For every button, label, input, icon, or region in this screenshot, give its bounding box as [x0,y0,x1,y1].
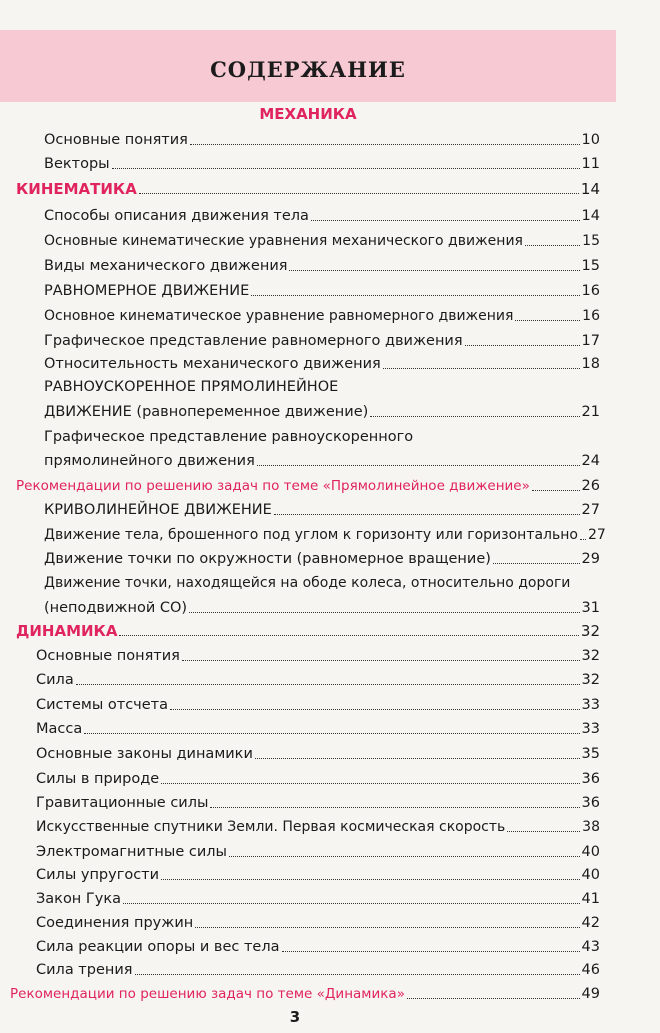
toc-entry-title: Масса [36,721,83,737]
toc-entry-title: Виды механического движения [44,258,288,274]
toc-entry-page: 40 [581,867,600,883]
toc-entry-page: 17 [581,333,600,349]
section-heading-mechanics: МЕХАНИКА [259,105,357,123]
toc-entry-title: Рекомендации по решению задач по теме «Динамика» [10,986,405,1002]
toc-entry-page: 32 [580,622,600,640]
page-number: 3 [289,1008,301,1026]
toc-entry-title: Силы упругости [36,867,160,883]
leader-dots [289,270,579,271]
toc-entry-page: 36 [581,795,600,811]
toc-entry[interactable] [44,599,600,617]
leader-dots [255,758,580,759]
leader-dots [507,831,580,832]
leader-dots [139,193,579,194]
toc-entry[interactable] [36,720,600,738]
toc-entry[interactable] [36,794,600,812]
toc-entry[interactable] [36,770,600,788]
leader-dots [161,879,579,880]
leader-dots [525,245,580,246]
toc-recommendation-dynamics[interactable] [10,985,600,1003]
toc-entry-title: Сила [36,672,74,688]
toc-entry-page: 15 [581,258,600,274]
toc-entry[interactable] [36,671,600,689]
toc-entry-title: Гравитационные силы [36,795,209,811]
toc-entry[interactable] [36,914,600,932]
toc-entry-page: 24 [581,453,600,469]
toc-entry-page: 15 [582,233,600,249]
leader-dots [195,927,579,928]
toc-entry-page: 16 [582,308,600,324]
leader-dots [170,709,580,710]
toc-entry-page: 33 [581,697,600,713]
toc-entry-title: КРИВОЛИНЕЙНОЕ ДВИЖЕНИЕ [44,502,272,518]
toc-entry-title: Закон Гука [36,891,121,907]
toc-entry-title: ДИНАМИКА [16,622,118,640]
toc-entry-page: 40 [581,844,600,860]
toc-entry-page: 35 [581,746,600,762]
toc-entry-page: 46 [581,962,600,978]
toc-entry-title: Сила трения [36,962,133,978]
toc-entry-page: 14 [580,180,600,198]
toc-entry-title: Сила реакции опоры и вес тела [36,939,280,955]
toc-entry-page: 27 [587,527,606,543]
toc-entry-title-line1: РАВНОУСКОРЕННОЕ ПРЯМОЛИНЕЙНОЕ [44,379,339,395]
toc-entry[interactable] [44,257,600,275]
leader-dots [493,563,580,564]
leader-dots [190,144,580,145]
leader-dots [189,612,580,613]
toc-entry[interactable] [44,131,600,149]
toc-entry[interactable] [44,282,600,300]
toc-entry-page: 18 [581,356,600,372]
leader-dots [112,168,580,169]
toc-entry[interactable] [44,307,600,325]
toc-section-kinematics[interactable] [16,180,600,198]
toc-entry-page: 41 [581,891,600,907]
toc-entry[interactable] [36,647,600,665]
leader-dots [182,660,580,661]
toc-entry[interactable] [44,332,600,350]
leader-dots [229,856,580,857]
toc-entry-title: Электромагнитные силы [36,844,227,860]
toc-entry[interactable] [44,452,600,470]
leader-dots [274,514,580,515]
leader-dots [282,951,580,952]
toc-entry-title: Основные законы динамики [36,746,253,762]
toc-entry[interactable] [44,155,600,173]
toc-entry[interactable] [44,550,600,568]
leader-dots [257,465,580,466]
leader-dots [135,974,580,975]
toc-entry-page: 32 [581,648,600,664]
toc-entry-page: 36 [581,771,600,787]
toc-entry-title: прямолинейного движения [44,453,255,469]
toc-entry[interactable] [44,355,600,373]
toc-entry[interactable] [36,961,600,979]
toc-entry[interactable] [44,403,600,421]
toc-entry[interactable] [44,526,606,544]
toc-entry[interactable] [36,890,600,908]
toc-entry-title: Основное кинематическое уравнение равномерного движения [44,308,514,324]
toc-entry-title: Рекомендации по решению задач по теме «Прямолинейное движение» [16,478,530,494]
toc-entry-page: 32 [581,672,600,688]
toc-entry-page: 16 [581,283,600,299]
toc-entry-page: 11 [581,156,600,172]
toc-entry-page: 31 [581,600,600,616]
toc-entry-title: Основные понятия [44,132,188,148]
toc-entry-page: 26 [581,478,600,494]
toc-entry-page: 21 [581,404,600,420]
leader-dots [383,368,580,369]
toc-entry-page: 38 [582,819,600,835]
leader-dots [251,295,579,296]
toc-entry-title: (неподвижной СО) [44,600,188,616]
toc-entry[interactable] [44,232,600,250]
toc-entry[interactable] [44,501,600,519]
toc-entry-page: 14 [581,208,600,224]
toc-entry-title: Основные кинематические уравнения механического движения [44,233,523,249]
leader-dots [515,320,580,321]
toc-entry-title: РАВНОМЕРНОЕ ДВИЖЕНИЕ [44,283,250,299]
toc-entry-title: Графическое представление равномерного движения [44,333,463,349]
toc-entry-title: Системы отсчета [36,697,168,713]
toc-entry-title: КИНЕМАТИКА [16,180,137,198]
leader-dots [76,684,580,685]
toc-entry-page: 42 [581,915,600,931]
toc-entry[interactable] [36,745,600,763]
toc-entry-page: 29 [581,551,600,567]
leader-dots [210,807,579,808]
toc-section-dynamics[interactable] [16,622,600,640]
toc-entry-title: Соединения пружин [36,915,194,931]
toc-entry[interactable] [36,696,600,714]
leader-dots [580,539,586,540]
toc-entry-title: Векторы [44,156,110,172]
toc-entry-page: 27 [581,502,600,518]
toc-entry-page: 49 [581,986,600,1002]
leader-dots [532,490,580,491]
leader-dots [119,635,578,636]
toc-recommendation-linear[interactable] [16,477,600,495]
toc-entry-title: Силы в природе [36,771,160,787]
leader-dots [465,345,580,346]
toc-entry-title: Основные понятия [36,648,180,664]
toc-entry-page: 10 [581,132,600,148]
page-title: СОДЕРЖАНИЕ [210,56,406,82]
toc-entry[interactable] [36,818,600,836]
toc-entry-page: 33 [581,721,600,737]
toc-entry[interactable] [44,207,600,225]
leader-dots [311,220,580,221]
toc-entry-title-line1: Движение точки, находящейся на ободе колеса, относительно дороги [44,575,571,591]
toc-entry[interactable] [36,866,600,884]
leader-dots [407,998,580,999]
leader-dots [161,783,579,784]
toc-entry-title: Движение тела, брошенного под углом к горизонту или горизонтально [44,527,578,543]
toc-entry-title-line1: Графическое представление равноускоренного [44,429,414,445]
toc-entry-title: Движение точки по окружности (равномерное вращение) [44,551,491,567]
leader-dots [123,903,580,904]
leader-dots [370,416,579,417]
toc-entry-title: Искусственные спутники Земли. Первая космическая скорость [36,819,506,835]
toc-entry-page: 43 [581,939,600,955]
leader-dots [84,733,579,734]
toc-entry-title: Способы описания движения тела [44,208,309,224]
toc-entry-title: Относительность механического движения [44,356,381,372]
toc-entry[interactable] [36,843,600,861]
toc-entry[interactable] [36,938,600,956]
toc-entry-title: ДВИЖЕНИЕ (равнопеременное движение) [44,404,369,420]
